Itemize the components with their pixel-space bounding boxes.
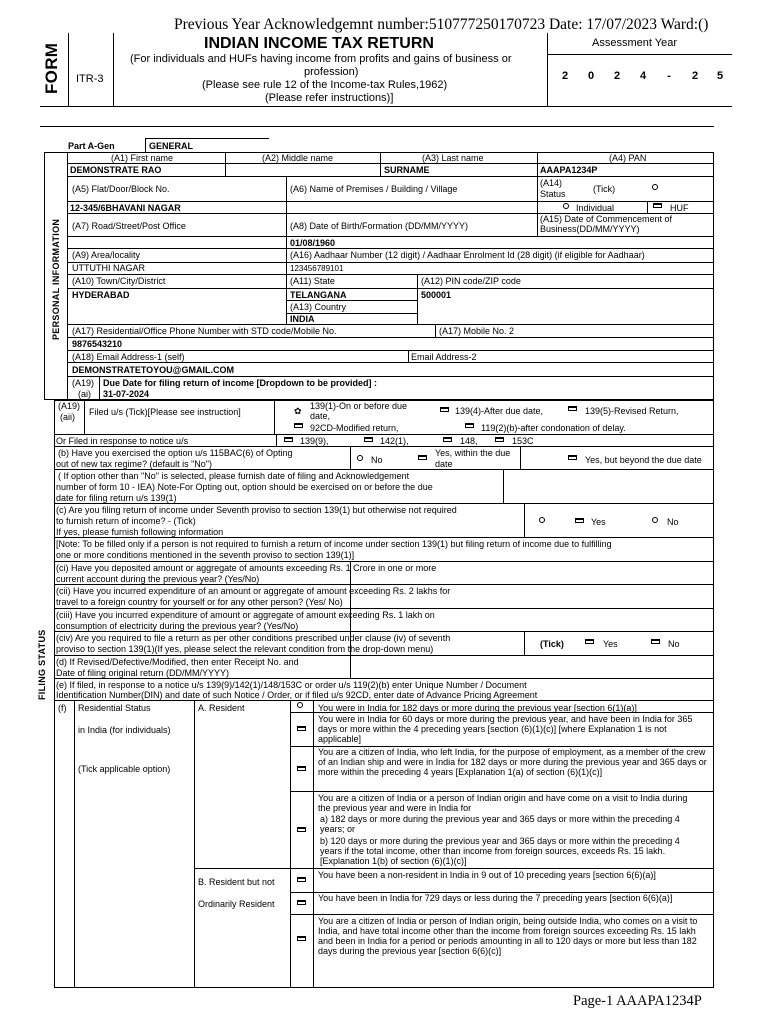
divider: [67, 362, 714, 363]
huf-label: HUF: [670, 203, 689, 213]
opt-139-4-label: 139(4)-After due date,: [455, 406, 544, 416]
c-question: (c) Are you filing return of income under Seventh proviso to section 139(1) but otherwise not required: [56, 505, 457, 515]
civ-question: (civ) Are you required to file a return as per other conditions prescribed under clause (iv) of seventh: [56, 633, 451, 643]
b-no-radio[interactable]: [357, 455, 363, 461]
divider: [547, 54, 732, 55]
area-value[interactable]: UTTUTHI NAGAR: [72, 263, 145, 273]
c-yes-checkbox[interactable]: [575, 518, 584, 523]
divider: [54, 434, 714, 435]
opt-139-1-label: 139(1)-On or before due: [310, 401, 408, 411]
c-no-label: No: [667, 517, 679, 527]
state-label: (A11) State: [290, 276, 335, 286]
pin-value[interactable]: 500001: [421, 290, 452, 300]
divider: [54, 631, 714, 632]
civ-no-label: No: [668, 639, 680, 649]
phone-value[interactable]: 9876543210: [72, 339, 123, 349]
b-yes-beyond-label: Yes, but beyond the due date: [585, 455, 702, 465]
divider: [417, 274, 418, 324]
notice-153c: 153C: [512, 436, 534, 446]
premises-label: (A6) Name of Premises / Building / Village: [290, 184, 458, 194]
cii-question: (cii) Have you incurred expenditure of an amount or aggregate of amount exceeding Rs. 2 lakhs for: [56, 586, 451, 596]
nr2-checkbox[interactable]: [297, 900, 306, 905]
commencement-label: (A15) Date of Commencement of Business(DD/MM/YYYY): [540, 214, 673, 234]
acknowledgement-line: Previous Year Acknowledgemnt number:510777250170723 Date: 17/07/2023 Ward:(): [174, 16, 709, 33]
divider: [54, 469, 714, 470]
b-yes-beyond-checkbox[interactable]: [568, 455, 577, 460]
divider: [524, 631, 525, 655]
dob-label: (A8) Date of Birth/Formation (DD/MM/YYYY): [290, 221, 469, 231]
form-code: ITR-3: [76, 73, 104, 85]
assessment-year-label: Assessment Year: [592, 37, 677, 49]
divider: [313, 700, 314, 988]
residential-status-label: in India (for individuals): [78, 725, 171, 735]
divider: [647, 201, 648, 213]
email-value[interactable]: DEMONSTRATETOYOU@GMAIL.COM: [72, 365, 234, 375]
form-subtitle: (Please see rule 12 of the Income-tax Rules,1962): [202, 79, 448, 91]
divider: [194, 700, 195, 988]
divider: [145, 138, 146, 152]
individual-radio[interactable]: [563, 203, 569, 209]
civ-question: proviso to section 139(1)(If yes, please select the relevant condition from the drop-down menu): [56, 644, 434, 654]
b-note: ( If option other than "No" is selected, please furnish date of filing and Acknowledgement: [58, 471, 410, 481]
a14-label: (A14): [540, 178, 563, 188]
divider: [54, 608, 714, 609]
form-title: INDIAN INCOME TAX RETURN: [204, 35, 434, 52]
opt-92cd-label: 92CD-Modified return,: [310, 423, 399, 433]
rnor-label: Ordinarily Resident: [198, 899, 275, 909]
divider: [276, 434, 277, 446]
divider: [537, 152, 538, 236]
status-label: Status: [540, 189, 566, 199]
c-question: to furnish return of income? - (Tick): [56, 516, 196, 526]
radio-139-1-selected[interactable]: ✿: [294, 406, 302, 416]
divider: [435, 324, 436, 337]
e-question: Identification Number(DIN) and date of such Notice / Order, or if filed u/s 92CD, enter date of Advance Pricing Agreement: [56, 690, 538, 700]
checkbox-139-4[interactable]: [440, 407, 449, 412]
divider: [67, 262, 714, 263]
aii-label: (aii): [60, 412, 75, 422]
due-date-value[interactable]: 31-07-2024: [103, 389, 150, 399]
divider: [67, 236, 714, 237]
email2-label: Email Address-2: [411, 352, 477, 362]
country-label: (A13) Country: [290, 302, 347, 312]
residential-status-label: (Tick applicable option): [78, 764, 171, 774]
divider: [225, 152, 226, 176]
notice-142-1: 142(1),: [380, 436, 409, 446]
divider: [520, 446, 521, 469]
r4-text: You are a citizen of India or a person of Indian origin and have come on a visit to India during the previous year and were in India for: [318, 793, 688, 813]
ay-digit: 0: [587, 70, 595, 82]
divider: [54, 561, 714, 562]
divider: [54, 446, 714, 447]
first-name-label: (A1) First name: [111, 153, 174, 163]
ay-digit: 4: [639, 70, 647, 82]
divider: [67, 324, 714, 325]
flat-value[interactable]: 12-345/6BHAVANI NAGAR: [70, 203, 181, 213]
b-no-label: No: [371, 455, 383, 465]
checkbox-139-5[interactable]: [568, 406, 577, 411]
b-question: (b) Have you exercised the option u/s 115BAC(6) of Opting: [58, 448, 293, 458]
a19-label: (A19): [72, 378, 95, 388]
r4-text: b) 120 days or more during the previous year and 365 days or more within the preceding 4 years if the total income, other than income from foreign sources, exceeds Rs. 15 lakh. [Explanation 1(b) of section (6)(1)(c)]: [320, 836, 680, 866]
aadhaar-value[interactable]: 123456789101: [290, 264, 344, 273]
civ-yes-checkbox[interactable]: [585, 639, 594, 644]
divider: [408, 350, 409, 362]
r2-text: You were in India for 60 days or more during the previous year, and have been in India for 365 days or more within the 4 preceding years [section (6)(1)(c)] [where Explanation 1 is not applicable]: [318, 714, 693, 744]
ci-question: (ci) Have you deposited amount or aggregate of amounts exceeding Rs. 1 Crore in one or more: [56, 563, 437, 573]
mobile2-label: (A17) Mobile No. 2: [439, 326, 515, 336]
individual-label: Individual: [576, 203, 615, 213]
b-yes-within-label: Yes, within the due: [435, 448, 511, 458]
ay-digit: 2: [561, 70, 569, 82]
b-question: out of new tax regime? (default is "No"): [56, 459, 212, 469]
checkbox-139-9[interactable]: [284, 437, 293, 442]
divider: [99, 376, 100, 400]
opt-139-1-label: date,: [310, 411, 331, 421]
ci-question: current account during the previous year? (Yes/No): [56, 574, 260, 584]
checkbox-148[interactable]: [443, 437, 452, 442]
filed-us-label: Filed u/s (Tick)[Please see instruction]: [89, 407, 241, 417]
divider: [67, 288, 714, 289]
divider: [274, 400, 275, 434]
divider: [54, 655, 714, 656]
ay-digit: -: [667, 70, 671, 82]
email-label: (A18) Email Address-1 (self): [72, 352, 185, 362]
r2-checkbox[interactable]: [297, 726, 306, 731]
middle-name-label: (A2) Middle name: [262, 153, 334, 163]
divider: [286, 300, 417, 301]
r3-checkbox[interactable]: [297, 766, 306, 771]
opt-119-2b-label: 119(2)(b)-after condonation of delay.: [481, 423, 626, 433]
divider: [54, 537, 714, 538]
form-label: FORM: [42, 42, 61, 94]
r1-text: You were in India for 182 days or more during the previous year [section 6(1)(a)]: [318, 703, 637, 713]
first-name-value[interactable]: DEMONSTRATE RAO: [70, 165, 162, 175]
ay-digit: 2: [613, 70, 621, 82]
civ-yes-label: Yes: [603, 639, 618, 649]
road-label: (A7) Road/Street/Post Office: [72, 221, 186, 231]
seventh-proviso-note: one or more conditions mentioned in the seventh proviso to section 139(1)]: [56, 550, 355, 560]
civ-tick-label: (Tick): [540, 639, 564, 649]
last-name-label: (A3) Last name: [422, 153, 484, 163]
divider: [67, 201, 714, 202]
form-subtitle: profession): [304, 66, 359, 78]
nr3-checkbox[interactable]: [297, 936, 306, 941]
c-blank-radio[interactable]: [539, 517, 545, 523]
part-a-label: Part A-Gen: [68, 141, 115, 151]
divider: [113, 33, 114, 107]
divider: [145, 138, 269, 139]
notice-139-9: 139(9),: [300, 436, 329, 446]
personal-info-section-label: PERSONAL INFORMATION: [51, 218, 61, 340]
divider: [68, 33, 69, 107]
divider: [54, 584, 714, 585]
divider: [67, 176, 714, 177]
checkbox-92cd[interactable]: [294, 423, 303, 428]
phone-label: (A17) Residential/Office Phone Number with STD code/Mobile No.: [72, 326, 337, 336]
divider: [290, 914, 714, 915]
notice-148: 148,: [460, 436, 478, 446]
divider: [67, 376, 714, 377]
r4-text: a) 182 days or more during the previous year and 365 days or more within the preceding 4 years; or: [320, 814, 680, 834]
divider: [67, 337, 714, 338]
huf-checkbox[interactable]: [653, 203, 662, 208]
b-note: date for filing return u/s 139(1): [56, 493, 177, 503]
form-subtitle: (Please refer instructions)]: [265, 92, 394, 104]
r4-checkbox[interactable]: [297, 827, 306, 832]
nr3-text: You are a citizen of India or person of Indian origin, being outside India, who comes on a visit to India, and have total income other than the income from foreign sources exceeding Rs. 15 lakh and been in India for a period or periods amounting in all to 120 days or more but less than 182 days during the previous year [section 6(6)(c)]: [318, 916, 698, 956]
form-subtitle: (For individuals and HUFs having income from profits and gains of business or: [130, 53, 512, 65]
ay-digit: 5: [716, 70, 724, 82]
notice-label: Or Filed in response to notice u/s: [56, 436, 189, 446]
divider: [67, 248, 714, 249]
resident-label: A. Resident: [198, 703, 245, 713]
c-no-radio[interactable]: [652, 517, 658, 523]
a19-ai-label: (ai): [78, 389, 91, 399]
pan-value[interactable]: AAAPA1234P: [540, 165, 598, 175]
c-question: If yes, please furnish following information: [56, 527, 224, 537]
nr2-text: You have been in India for 729 days or less during the 7 preceding years [section 6(6)(a)]: [318, 893, 673, 903]
town-label: (A10) Town/City/District: [72, 276, 166, 286]
divider: [67, 163, 714, 164]
page-footer: Page-1 AAAPA1234P: [573, 993, 702, 1009]
divider: [290, 700, 291, 988]
seventh-proviso-note: [Note: To be filled only if a person is not required to furnish a return of income under section 139(1) but filing return of income due to fulfilling: [56, 539, 612, 549]
ciii-question: (ciii) Have you incurred expenditure of amount or aggregate of amount exceeding Rs. 1 lakh on: [56, 610, 435, 620]
divider: [194, 868, 714, 869]
part-a-value: GENERAL: [149, 141, 194, 151]
b-yes-within-checkbox[interactable]: [418, 455, 427, 460]
filing-status-section-label: FILING STATUS: [37, 629, 47, 700]
divider: [350, 655, 351, 678]
divider: [380, 152, 381, 176]
flat-label: (A5) Flat/Door/Block No.: [72, 184, 170, 194]
last-name-value[interactable]: SURNAME: [384, 165, 430, 175]
d-question: Date of filing original return (DD/MM/YYYY): [56, 668, 230, 678]
residential-status-label: Residential Status: [78, 703, 151, 713]
area-label: (A9) Area/locality: [72, 250, 141, 260]
checkbox-142-1[interactable]: [364, 437, 373, 442]
divider: [524, 503, 525, 537]
divider: [547, 33, 548, 107]
b-note: number of form 10 - IEA) Note-For Opting out, option should be exercised on or before the due: [56, 482, 433, 492]
c-yes-label: Yes: [591, 517, 606, 527]
e-question: (e) If filed, in response to a notice u/s 139(9)/142(1)/148/153C or order u/s 119(2)(b) enter Unique Number / Document: [56, 680, 527, 690]
tick-label: (Tick): [593, 184, 616, 194]
divider: [84, 400, 85, 434]
d-question: (d) If Revised/Defective/Modified, then enter Receipt No. and: [56, 657, 299, 667]
divider: [74, 700, 75, 988]
r1-radio[interactable]: [297, 702, 303, 708]
divider: [54, 700, 714, 701]
rnor-label: B. Resident but not: [198, 877, 275, 887]
opt-139-5-label: 139(5)-Revised Return,: [585, 406, 679, 416]
pan-label: (A4) PAN: [609, 153, 647, 163]
cii-question: travel to a foreign country for yourself or for any other person? (Yes/ No): [56, 597, 343, 607]
checkbox-153c[interactable]: [495, 437, 504, 442]
town-value[interactable]: HYDERABAD: [72, 290, 130, 300]
civ-no-checkbox[interactable]: [651, 639, 660, 644]
divider: [54, 678, 714, 679]
status-blank-radio[interactable]: [652, 184, 658, 190]
nr1-checkbox[interactable]: [297, 877, 306, 882]
state-value[interactable]: TELANGANA: [290, 290, 347, 300]
divider: [290, 791, 714, 792]
dob-value[interactable]: 01/08/1960: [290, 238, 336, 248]
divider: [286, 176, 287, 324]
checkbox-119-2b[interactable]: [465, 423, 474, 428]
divider: [54, 503, 714, 504]
country-value[interactable]: INDIA: [290, 314, 315, 324]
f-label: (f): [58, 703, 67, 713]
nr1-text: You have been a non-resident in India in 9 out of 10 preceding years [section 6(6)(a)]: [318, 870, 656, 880]
aadhaar-label: (A16) Aadhaar Number (12 digit) / Aadhaar Enrolment Id (28 digit) (if eligible for Aadhaar): [290, 250, 645, 260]
divider: [67, 350, 714, 351]
ciii-question: consumption of electricity during the previous year? (Yes/No): [56, 621, 299, 631]
ay-digit: 2: [691, 70, 699, 82]
pin-label: (A12) PIN code/ZIP code: [421, 276, 521, 286]
divider: [503, 469, 504, 503]
r3-text: You are a citizen of India, who left India, for the purpose of employment, as a member of the crew of an Indian ship and were in India for 182 days or more during the previous year and 365 days or more within the preceding 4 years [Explanation 1(a) of section (6)(1)(c)]: [318, 747, 707, 777]
divider: [40, 126, 714, 127]
due-date-label: Due Date for filing return of income [Dropdown to be provided] :: [103, 378, 377, 388]
divider: [350, 446, 351, 469]
divider: [67, 274, 714, 275]
aii-label: (A19): [58, 401, 81, 411]
b-yes-within-label: date: [435, 459, 453, 469]
